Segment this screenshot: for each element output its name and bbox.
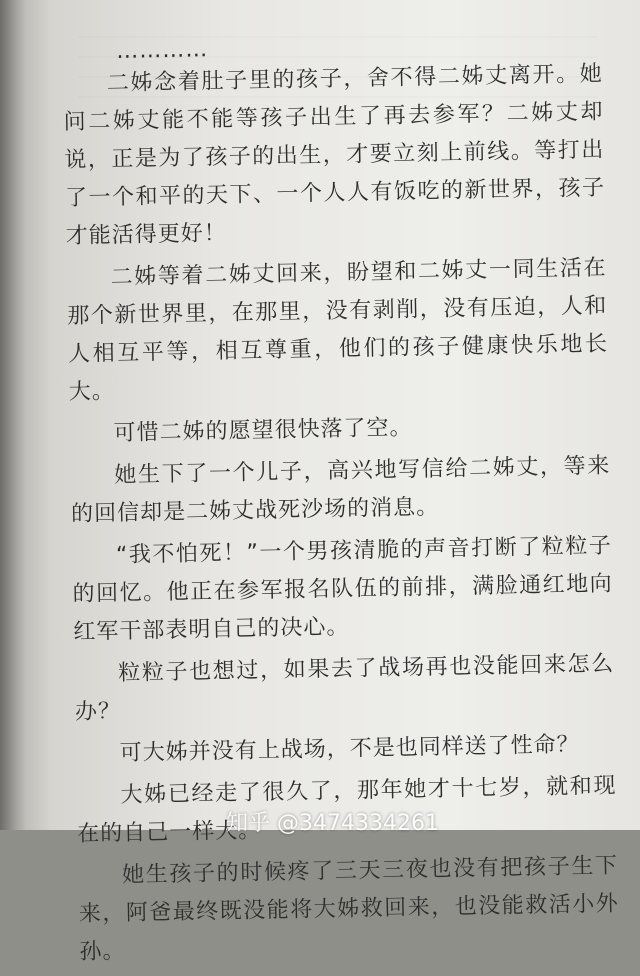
paragraph-8: 大姊已经走了很久了，那年她才十七岁，就和现在的自己一样大。 <box>77 773 617 847</box>
paragraph-5: “我不怕死！”一个男孩清脆的声音打断了粒粒子的回忆。他正在参军报名队伍的前排，满脸通红地向红军干部表明自己的决心。 <box>72 533 613 645</box>
paragraph-6: 粒粒子也想过，如果去了战场再也没能回来怎么办？ <box>74 651 615 725</box>
paragraph-9: 她生孩子的时候疼了三天三夜也没有把孩子生下来，阿爸最终既没能将大姊救回来，也没能救活小外孙。 <box>78 853 619 965</box>
paragraph-2: 二姊等着二姊丈回来，盼望和二姊丈一同生活在那个新世界里，在那里，没有剥削，没有压迫，人和人相互平等，相互尊重，他们的孩子健康快乐地长大。 <box>67 255 609 405</box>
paragraph-4: 她生下了一个儿子，高兴地写信给二姊丈，等来的回信却是二姊丈战死沙场的消息。 <box>70 453 611 527</box>
paragraph-3: 可惜二姊的愿望很快落了空。 <box>113 415 413 447</box>
paragraph-7: 可大姊并没有上战场，不是也同样送了性命？ <box>119 732 580 767</box>
leading-ellipsis: ………… <box>116 37 209 64</box>
book-gutter-shadow <box>0 0 26 830</box>
watermark: 知乎 @3474334261 <box>226 811 439 836</box>
paragraph-1: 二姊念着肚子里的孩子，舍不得二姊丈离开。她问二姊丈能不能等孩子出生了再去参军？二姊丈却说，正是为了孩子的出生，才要立刻上前线。等打出了一个和平的天下、一个人人有饭吃的新世界，孩子才能活得更好！ <box>63 61 606 249</box>
